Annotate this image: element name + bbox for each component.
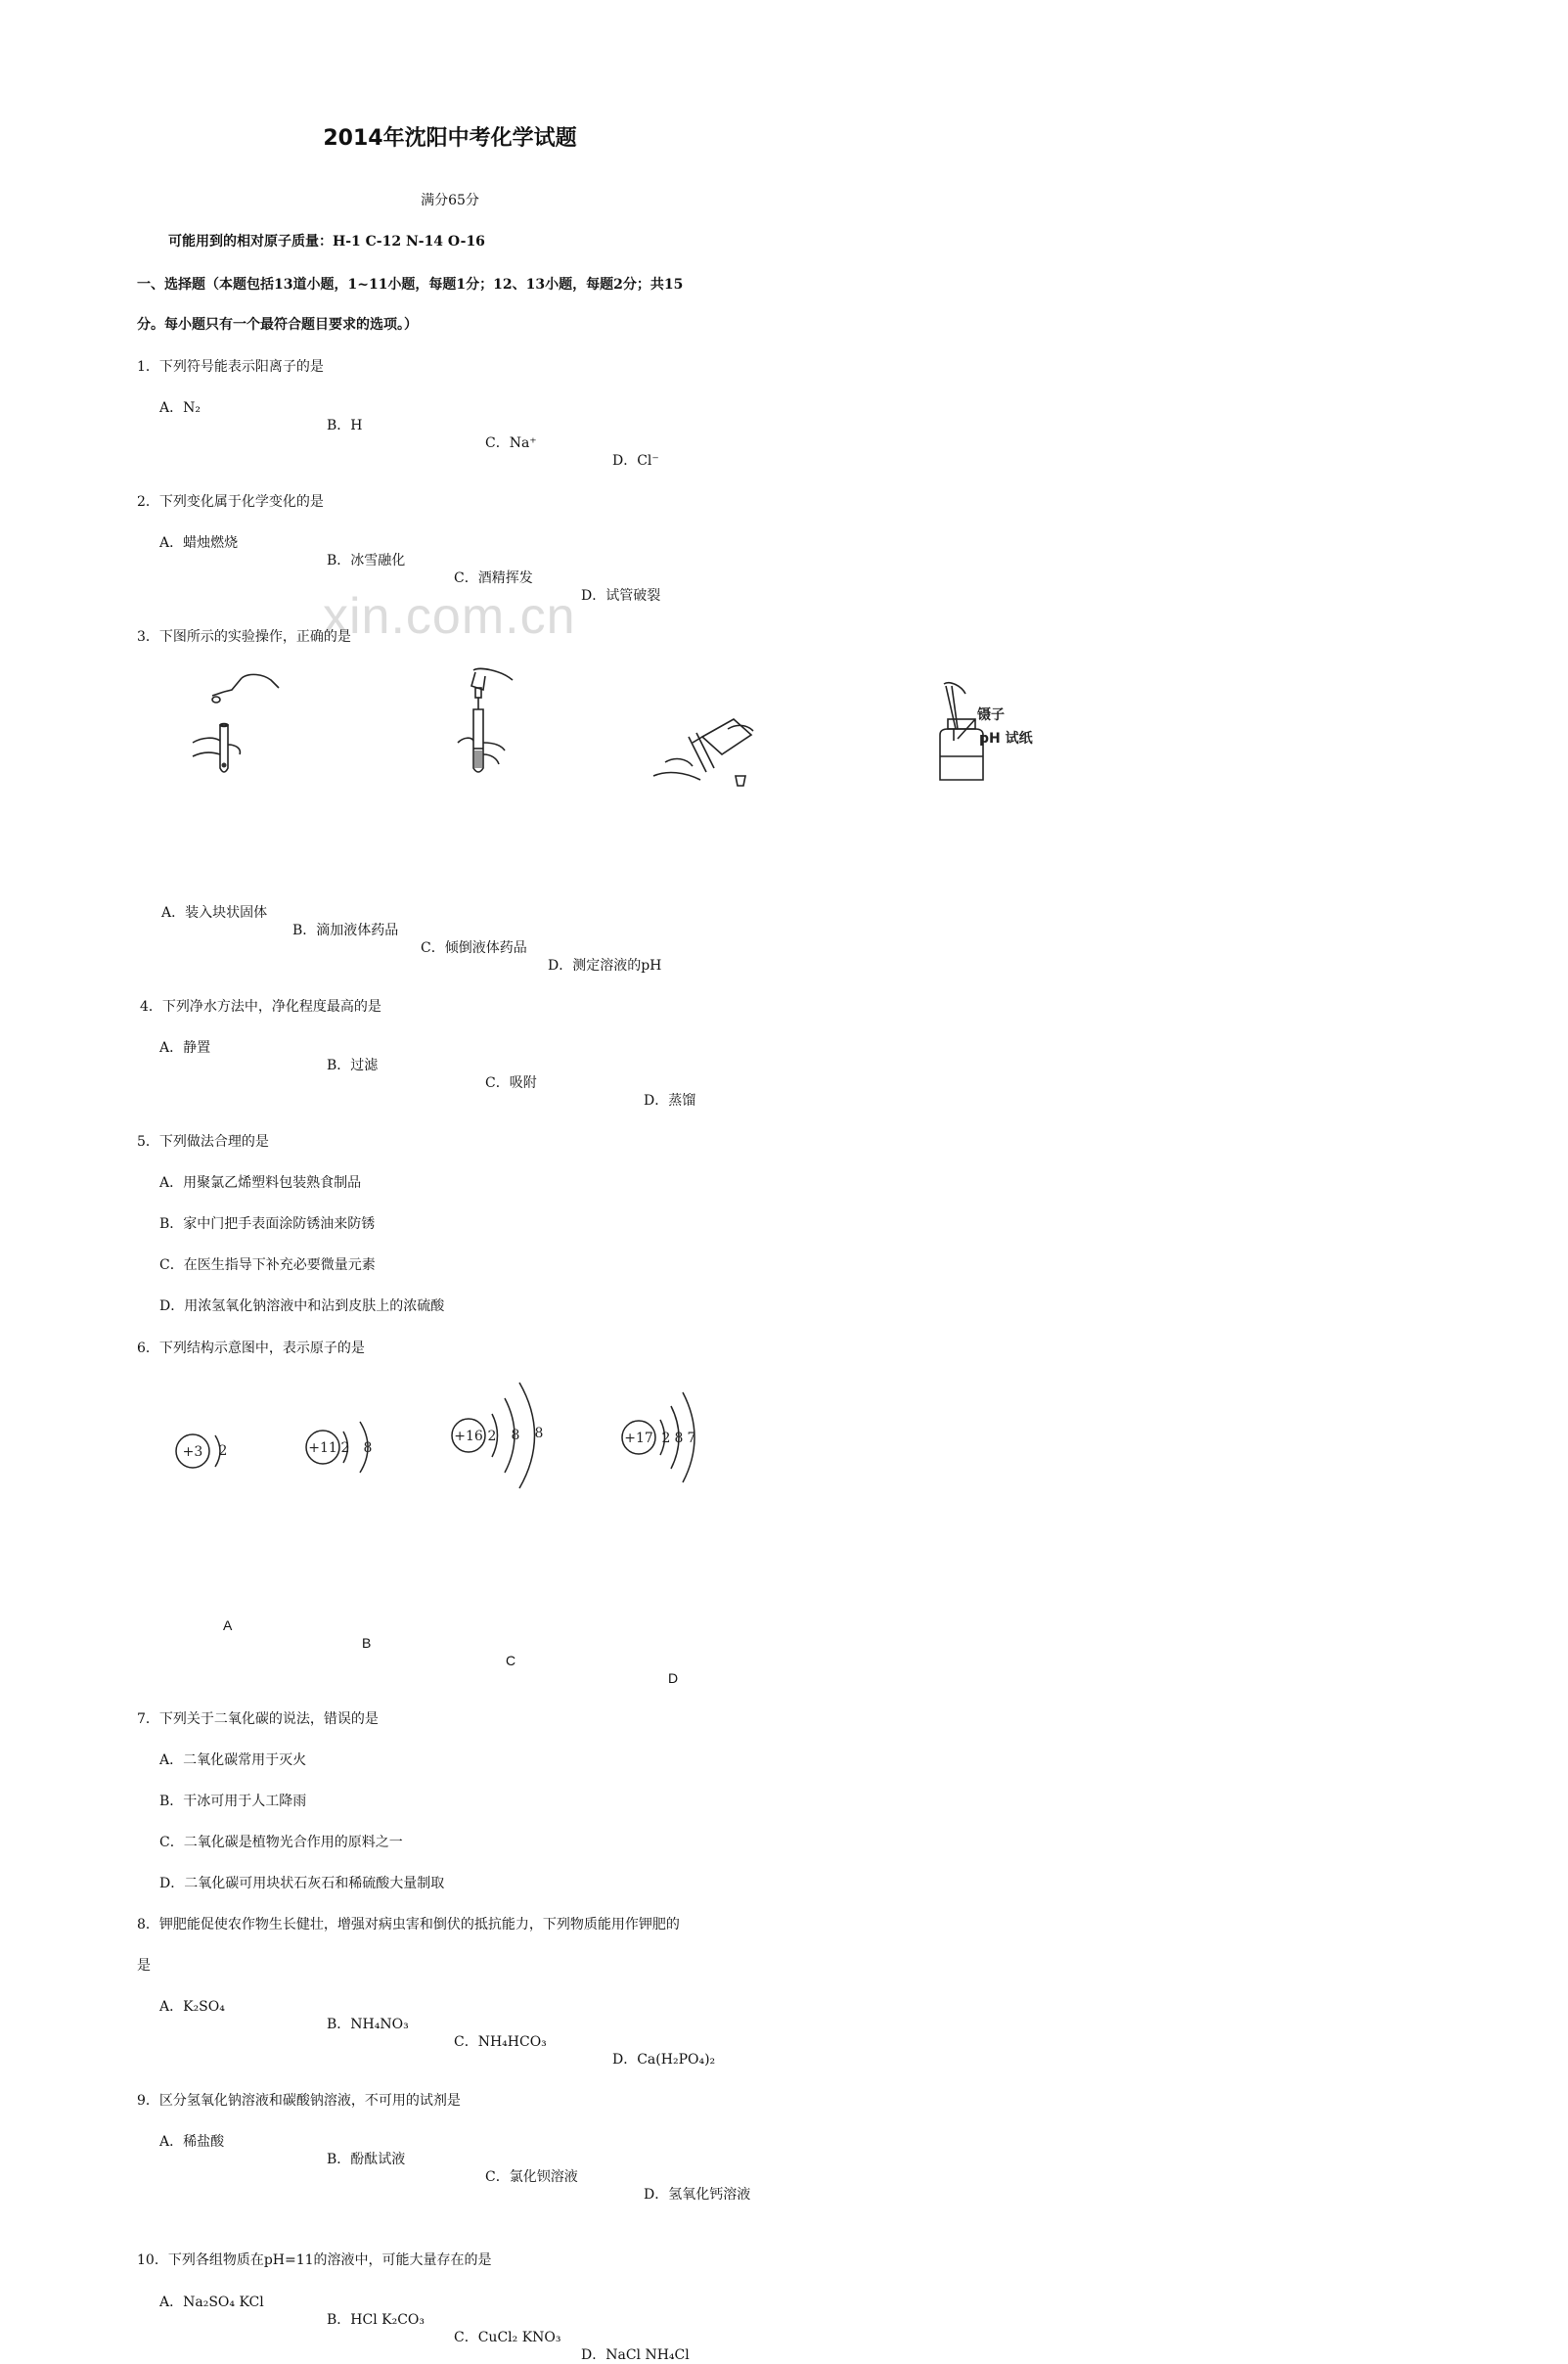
q7-option-a: A．二氧化碳常用于灭火 <box>159 1752 307 1768</box>
q4-option-d: D．蒸馏 <box>644 1093 696 1109</box>
question-9-stem: 9．区分氢氧化钠溶液和碳酸钠溶液，不可用的试剂是 <box>137 2093 461 2109</box>
lab-figure-a-solid-loading <box>181 666 289 780</box>
q6-option-c: C <box>506 1653 516 1668</box>
lab-figure-c-pouring <box>646 707 763 801</box>
q4-option-a: A．静置 <box>159 1040 211 1056</box>
q8-option-c: C．NH₄HCO₃ <box>454 2034 547 2050</box>
q8-option-a: A．K₂SO₄ <box>159 1999 225 2015</box>
diagram-d-shell-2: 8 <box>674 1431 684 1446</box>
q1-option-d: D．Cl⁻ <box>612 453 659 469</box>
diagram-d-shell-3: 7 <box>687 1431 696 1446</box>
diagram-d-nucleus: +17 <box>624 1431 653 1446</box>
q5-option-d: D．用浓氢氧化钠溶液中和沾到皮肤上的浓硫酸 <box>159 1298 445 1314</box>
q1-option-c: C．Na⁺ <box>485 435 537 451</box>
q7-option-d: D．二氧化碳可用块状石灰石和稀硫酸大量制取 <box>159 1876 445 1891</box>
q2-option-a: A．蜡烛燃烧 <box>159 535 239 551</box>
question-5-stem: 5．下列做法合理的是 <box>137 1134 269 1150</box>
question-8-stem: 8．钾肥能促使农作物生长健壮，增强对病虫害和倒伏的抵抗能力，下列物质能用作钾肥的 <box>137 1917 680 1932</box>
ph-paper-label: pH 试纸 <box>979 731 1033 747</box>
question-4-stem: 4．下列净水方法中，净化程度最高的是 <box>140 999 381 1015</box>
q3-option-a: A．装入块状固体 <box>161 905 268 921</box>
q6-option-b: B <box>362 1635 372 1651</box>
q10-option-b: B．HCl K₂CO₃ <box>327 2312 426 2328</box>
question-1-stem: 1．下列符号能表示阳离子的是 <box>137 359 324 375</box>
diagram-b-nucleus: +11 <box>308 1440 337 1456</box>
diagram-b-shell-2: 8 <box>363 1440 373 1456</box>
q2-option-d: D．试管破裂 <box>581 588 661 604</box>
question-6-stem: 6．下列结构示意图中，表示原子的是 <box>137 1341 365 1356</box>
q6-option-d: D <box>668 1670 679 1686</box>
question-3-stem: 3．下图所示的实验操作，正确的是 <box>137 629 351 645</box>
q3-option-d: D．测定溶液的pH <box>548 958 662 974</box>
question-8-stem-continued: 是 <box>137 1958 151 1974</box>
diagram-c-shell-2: 8 <box>511 1428 520 1443</box>
q9-option-b: B．酚酞试液 <box>327 2152 406 2167</box>
q7-option-b: B．干冰可用于人工降雨 <box>159 1794 307 1809</box>
q3-option-c: C．倾倒液体药品 <box>421 940 527 956</box>
q9-option-a: A．稀盐酸 <box>159 2134 225 2150</box>
tweezers-label: 镊子 <box>977 707 1006 723</box>
atomic-structure-diagrams <box>166 1375 773 1488</box>
question-10-stem: 10．下列各组物质在pH=11的溶液中，可能大量存在的是 <box>137 2252 492 2268</box>
question-2-stem: 2．下列变化属于化学变化的是 <box>137 494 324 510</box>
q8-option-d: D．Ca(H₂PO₄)₂ <box>612 2052 716 2068</box>
lab-figure-d-ph-test <box>922 682 1069 788</box>
q1-option-b: B．H <box>327 418 363 433</box>
q5-option-a: A．用聚氯乙烯塑料包装熟食制品 <box>159 1175 362 1191</box>
lab-figure-b-dropper <box>450 666 528 780</box>
diagram-c-shell-3: 8 <box>534 1426 544 1441</box>
q4-option-c: C．吸附 <box>485 1075 537 1091</box>
q4-option-b: B．过滤 <box>327 1058 379 1073</box>
q2-option-b: B．冰雪融化 <box>327 553 406 568</box>
section-heading-line1: 一、选择题（本题包括13道小题，1~11小题，每题1分；12、13小题，每题2分；共15 <box>137 277 684 293</box>
diagram-c-shell-1: 2 <box>487 1429 497 1444</box>
q1-option-a: A．N₂ <box>159 400 201 416</box>
q9-option-c: C．氯化钡溶液 <box>485 2169 578 2185</box>
diagram-d-shell-1: 2 <box>661 1431 671 1446</box>
q7-option-c: C．二氧化碳是植物光合作用的原料之一 <box>159 1835 403 1850</box>
watermark: xin.com.cn <box>323 588 576 645</box>
q2-option-c: C．酒精挥发 <box>454 570 533 586</box>
diagram-a-shell-1: 2 <box>218 1443 228 1459</box>
exam-title: 2014年沈阳中考化学试题 <box>323 126 577 151</box>
diagram-b-shell-1: 2 <box>340 1440 350 1456</box>
question-7-stem: 7．下列关于二氧化碳的说法，错误的是 <box>137 1711 379 1727</box>
section-heading-line2: 分。每小题只有一个最符合题目要求的选项。） <box>137 317 418 333</box>
atomic-masses: 可能用到的相对原子质量：H-1 C-12 N-14 O-16 <box>168 234 485 250</box>
q8-option-b: B．NH₄NO₃ <box>327 2017 409 2032</box>
q3-option-b: B．滴加液体药品 <box>292 923 399 938</box>
full-score: 满分65分 <box>421 193 479 208</box>
q10-option-a: A．Na₂SO₄ KCl <box>159 2295 264 2310</box>
q5-option-c: C．在医生指导下补充必要微量元素 <box>159 1257 376 1273</box>
q6-option-a: A <box>223 1617 233 1633</box>
diagram-c-nucleus: +16 <box>454 1429 483 1444</box>
q9-option-d: D．氢氧化钙溶液 <box>644 2187 751 2203</box>
q5-option-b: B．家中门把手表面涂防锈油来防锈 <box>159 1216 376 1232</box>
q10-option-d: D．NaCl NH₄Cl <box>581 2347 690 2363</box>
q10-option-c: C．CuCl₂ KNO₃ <box>454 2330 561 2345</box>
diagram-a-nucleus: +3 <box>182 1444 203 1460</box>
